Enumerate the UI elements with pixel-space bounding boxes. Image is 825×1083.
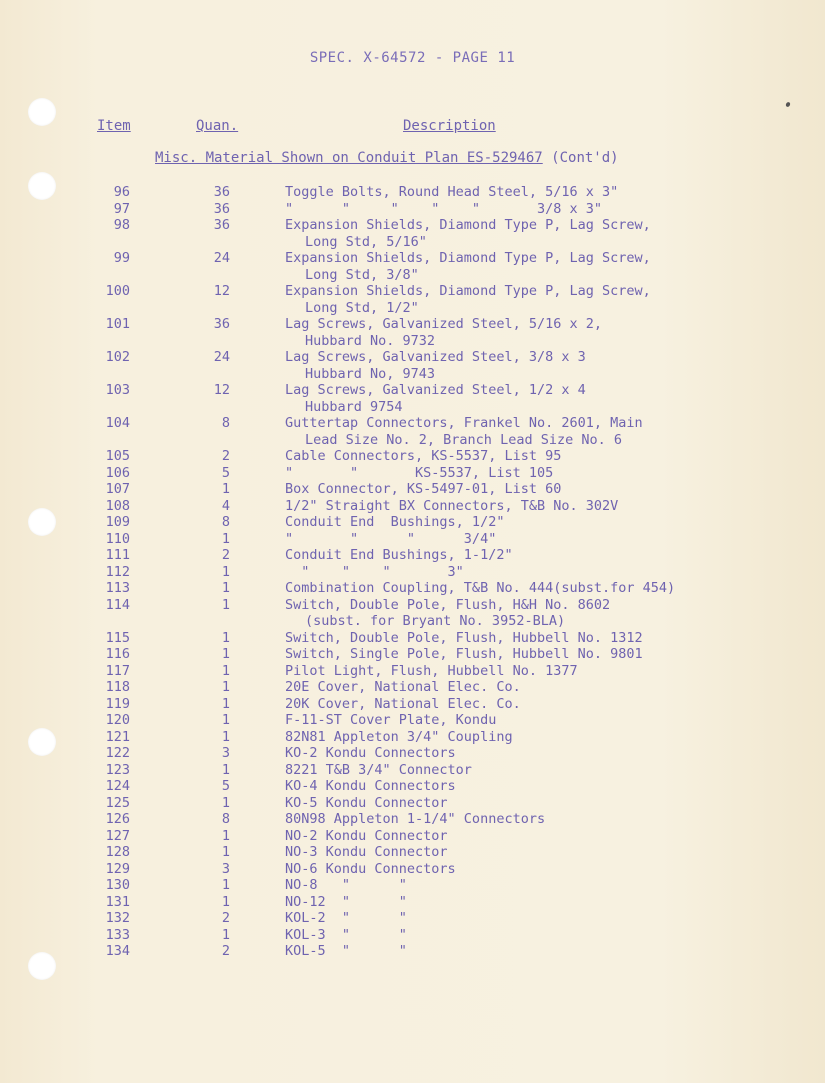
description-text: Lag Screws, Galvanized Steel, 5/16 x 2,	[285, 316, 602, 332]
material-list	[0, 184, 825, 960]
quantity: 1	[221, 844, 230, 860]
description-text: Combination Coupling, T&B No. 444(subst.for 454)	[285, 580, 676, 596]
page-header: SPEC. X-64572 - PAGE 11	[309, 50, 516, 66]
table-row	[0, 201, 825, 218]
section-subheading	[155, 150, 619, 166]
table-row	[0, 382, 825, 399]
column-header-item: Item	[97, 118, 131, 134]
item-number: 111	[105, 547, 130, 563]
quantity: 36	[213, 200, 230, 217]
punch-hole	[28, 98, 56, 126]
item-number: 110	[105, 530, 130, 547]
description-text: Hubbard No, 9743	[305, 365, 436, 382]
table-row	[0, 498, 825, 515]
description-text: Conduit End Bushings, 1-1/2"	[285, 547, 513, 563]
description-text: 20E Cover, National Elec. Co.	[285, 679, 521, 695]
description-text: Lag Screws, Galvanized Steel, 3/8 x 3	[285, 349, 586, 365]
item-number: 130	[105, 877, 130, 893]
description-text: 80N98 Appleton 1-1/4" Connectors	[285, 811, 546, 827]
table-row	[0, 184, 825, 201]
table-row	[0, 795, 825, 812]
description-text: Pilot Light, Flush, Hubbell No. 1377	[285, 662, 578, 679]
quantity: 12	[213, 382, 230, 398]
item-number: 117	[105, 662, 130, 679]
quantity: 1	[221, 629, 230, 646]
subheading-suffix: (Cont'd)	[542, 150, 619, 166]
table-row	[0, 828, 825, 845]
table-row	[0, 679, 825, 696]
description-text: 8221 T&B 3/4" Connector	[285, 761, 472, 778]
item-number: 109	[105, 514, 130, 530]
table-row-continuation	[0, 432, 825, 449]
table-row	[0, 415, 825, 432]
quantity: 1	[221, 646, 230, 662]
table-row	[0, 630, 825, 647]
quantity: 1	[221, 530, 230, 547]
table-row	[0, 217, 825, 234]
table-row	[0, 943, 825, 960]
item-number: 129	[105, 860, 130, 877]
item-number: 116	[105, 646, 130, 662]
quantity: 1	[221, 712, 230, 728]
item-number: 106	[105, 464, 130, 481]
quantity: 1	[221, 679, 230, 695]
description-text: Cable Connectors, KS-5537, List 95	[285, 448, 562, 464]
description-text: Box Connector, KS-5497-01, List 60	[285, 481, 562, 497]
description-text: NO-2 Kondu Connector	[285, 827, 448, 844]
table-row	[0, 877, 825, 894]
quantity: 1	[221, 695, 230, 712]
item-number: 108	[105, 497, 130, 514]
table-row	[0, 927, 825, 944]
quantity: 36	[213, 184, 230, 200]
table-row-continuation	[0, 399, 825, 416]
quantity: 8	[221, 514, 230, 530]
item-number: 99	[113, 250, 130, 266]
description-text: " " " " " 3/8 x 3"	[285, 200, 602, 217]
table-row	[0, 663, 825, 680]
description-text: NO-3 Kondu Connector	[285, 844, 448, 860]
quantity: 1	[221, 563, 230, 580]
table-row-continuation	[0, 613, 825, 630]
description-text: KOL-5 " "	[285, 943, 407, 959]
table-row-continuation	[0, 333, 825, 350]
table-row	[0, 745, 825, 762]
quantity: 3	[221, 860, 230, 877]
item-number: 126	[105, 811, 130, 827]
item-number: 120	[105, 712, 130, 728]
quantity: 1	[221, 794, 230, 811]
description-text: Expansion Shields, Diamond Type P, Lag Screw,	[285, 250, 651, 266]
quantity: 2	[221, 910, 230, 926]
table-row	[0, 316, 825, 333]
quantity: 1	[221, 728, 230, 745]
description-text: Switch, Single Pole, Flush, Hubbell No. 9801	[285, 646, 643, 662]
quantity: 1	[221, 580, 230, 596]
description-text: KO-4 Kondu Connectors	[285, 778, 456, 794]
description-text: 82N81 Appleton 3/4" Coupling	[285, 728, 513, 745]
item-number: 97	[113, 200, 130, 217]
item-number: 125	[105, 794, 130, 811]
item-number: 123	[105, 761, 130, 778]
item-number: 105	[105, 448, 130, 464]
subheading-main: Misc. Material Shown on Conduit Plan ES-529467	[155, 150, 543, 166]
item-number: 114	[105, 596, 130, 613]
description-text: " " " 3"	[285, 563, 464, 580]
quantity: 8	[221, 811, 230, 827]
quantity: 3	[221, 745, 230, 761]
table-row	[0, 349, 825, 366]
description-text: KOL-3 " "	[285, 926, 407, 943]
description-text: Toggle Bolts, Round Head Steel, 5/16 x 3"	[285, 184, 619, 200]
item-number: 128	[105, 844, 130, 860]
table-row	[0, 861, 825, 878]
quantity: 36	[213, 217, 230, 233]
quantity: 36	[213, 316, 230, 332]
table-row-continuation	[0, 366, 825, 383]
item-number: 100	[105, 283, 130, 299]
quantity: 4	[221, 497, 230, 514]
description-text: " " KS-5537, List 105	[285, 464, 554, 481]
table-row	[0, 762, 825, 779]
item-number: 115	[105, 629, 130, 646]
quantity: 5	[221, 778, 230, 794]
quantity: 2	[221, 943, 230, 959]
description-text: Conduit End Bushings, 1/2"	[285, 514, 505, 530]
table-row	[0, 844, 825, 861]
item-number: 124	[105, 778, 130, 794]
item-number: 104	[105, 415, 130, 431]
table-row	[0, 465, 825, 482]
quantity: 5	[221, 464, 230, 481]
description-text: 20K Cover, National Elec. Co.	[285, 695, 521, 712]
description-text: Guttertap Connectors, Frankel No. 2601, Main	[285, 415, 643, 431]
description-text: Expansion Shields, Diamond Type P, Lag Screw,	[285, 283, 651, 299]
table-row	[0, 712, 825, 729]
item-number: 127	[105, 827, 130, 844]
description-text: NO-12 " "	[285, 893, 407, 910]
table-row	[0, 547, 825, 564]
description-text: Switch, Double Pole, Flush, Hubbell No. 1312	[285, 629, 643, 646]
item-number: 103	[105, 382, 130, 398]
quantity: 1	[221, 877, 230, 893]
description-text: Hubbard 9754	[305, 398, 403, 415]
quantity: 1	[221, 761, 230, 778]
description-text: Expansion Shields, Diamond Type P, Lag Screw,	[285, 217, 651, 233]
quantity: 12	[213, 283, 230, 299]
column-header-description: Description	[403, 118, 496, 134]
table-row	[0, 811, 825, 828]
item-number: 107	[105, 481, 130, 497]
description-text: F-11-ST Cover Plate, Kondu	[285, 712, 497, 728]
description-text: KO-5 Kondu Connector	[285, 794, 448, 811]
description-text: (subst. for Bryant No. 3952-BLA)	[305, 613, 566, 629]
description-text: NO-8 " "	[285, 877, 407, 893]
quantity: 8	[221, 415, 230, 431]
table-row	[0, 894, 825, 911]
quantity: 24	[213, 250, 230, 266]
quantity: 1	[221, 596, 230, 613]
table-row	[0, 580, 825, 597]
quantity: 1	[221, 893, 230, 910]
item-number: 118	[105, 679, 130, 695]
table-row	[0, 910, 825, 927]
item-number: 112	[105, 563, 130, 580]
column-header-quan: Quan.	[196, 118, 239, 134]
description-text: NO-6 Kondu Connectors	[285, 860, 456, 877]
item-number: 131	[105, 893, 130, 910]
quantity: 2	[221, 448, 230, 464]
item-number: 122	[105, 745, 130, 761]
item-number: 96	[113, 184, 130, 200]
item-number: 134	[105, 943, 130, 959]
table-row	[0, 696, 825, 713]
description-text: Long Std, 1/2"	[305, 299, 419, 316]
table-row	[0, 778, 825, 795]
table-row	[0, 481, 825, 498]
table-row	[0, 283, 825, 300]
table-row	[0, 597, 825, 614]
table-row	[0, 564, 825, 581]
quantity: 1	[221, 662, 230, 679]
item-number: 132	[105, 910, 130, 926]
quantity: 24	[213, 349, 230, 365]
table-row	[0, 448, 825, 465]
item-number: 101	[105, 316, 130, 332]
table-row	[0, 646, 825, 663]
quantity: 2	[221, 547, 230, 563]
item-number: 98	[113, 217, 130, 233]
table-row	[0, 514, 825, 531]
table-row	[0, 729, 825, 746]
description-text: Long Std, 5/16"	[305, 233, 427, 250]
table-row-continuation	[0, 300, 825, 317]
description-text: Switch, Double Pole, Flush, H&H No. 8602	[285, 596, 611, 613]
table-row	[0, 531, 825, 548]
description-text: Long Std, 3/8"	[305, 266, 419, 283]
quantity: 1	[221, 481, 230, 497]
table-row-continuation	[0, 267, 825, 284]
description-text: Lag Screws, Galvanized Steel, 1/2 x 4	[285, 382, 586, 398]
description-text: KOL-2 " "	[285, 910, 407, 926]
description-text: 1/2" Straight BX Connectors, T&B No. 302V	[285, 497, 619, 514]
description-text: Hubbard No. 9732	[305, 332, 436, 349]
table-row-continuation	[0, 234, 825, 251]
description-text: " " " 3/4"	[285, 530, 497, 547]
item-number: 133	[105, 926, 130, 943]
item-number: 121	[105, 728, 130, 745]
table-row	[0, 250, 825, 267]
description-text: Lead Size No. 2, Branch Lead Size No. 6	[305, 431, 622, 448]
item-number: 119	[105, 695, 130, 712]
item-number: 113	[105, 580, 130, 596]
quantity: 1	[221, 926, 230, 943]
item-number: 102	[105, 349, 130, 365]
quantity: 1	[221, 827, 230, 844]
description-text: KO-2 Kondu Connectors	[285, 745, 456, 761]
